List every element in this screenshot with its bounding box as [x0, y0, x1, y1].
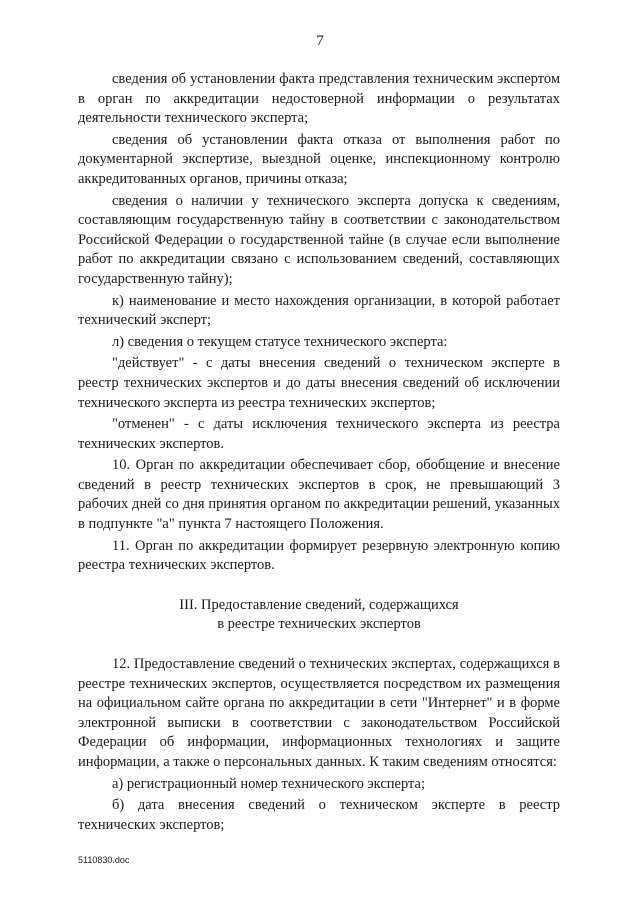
section-heading [78, 596, 560, 635]
paragraph: б) дата внесения сведений о техническом эксперте в реестр технических экспертов; [78, 797, 560, 833]
paragraph: 12. Предоставление сведений о технических экспертах, содержащихся в реестре технических экспертов, осуществляется посредством их размещения на официальном сайте органа по аккредитации в сети "Интернет" и в форме электронной выписки в соответствии с законодательством Российской Федерации об информации, информационных технологиях и защите информации, а также о персональных данных. К таким сведениям относятся: [78, 656, 560, 770]
paragraph: 10. Орган по аккредитации обеспечивает сбор, обобщение и внесение сведений в реестр технических экспертов в срок, не превышающий 3 рабочих дней со дня принятия органом по аккредитации решений, указанных в подпункте "а" пункта 7 настоящего Положения. [78, 457, 560, 533]
paragraph: 11. Орган по аккредитации формирует резервную электронную копию реестра технических экспертов. [78, 537, 560, 574]
footer-filename: 5110830.doc [78, 855, 130, 865]
document-body [78, 70, 560, 837]
paragraph: "отменен" - с даты исключения технического эксперта из реестра технических экспертов. [78, 416, 560, 452]
paragraph: л) сведения о текущем статусе технического эксперта: [112, 333, 448, 350]
section-heading-line: III. Предоставление сведений, содержащихся [179, 596, 459, 613]
paragraph: сведения о наличии у технического эксперта допуска к сведениям, составляющим государственную тайну в соответствии с законодательством Российской Федерации о государственной тайне (в случае если выполнение работ по аккредитации связано с использованием сведений, составляющих государственную тайну); [78, 192, 560, 287]
paragraph: а) регистрационный номер технического эксперта; [112, 775, 426, 792]
section-heading-line: в реестре технических экспертов [217, 616, 421, 633]
paragraph: "действует" - с даты внесения сведений о техническом эксперте в реестр технических экспертов и до даты внесения сведений об исключении технического эксперта из реестра технических экспертов; [78, 355, 560, 411]
paragraph: к) наименование и место нахождения организации, в которой работает технический эксперт; [78, 292, 560, 329]
page-number: 7 [316, 33, 324, 49]
paragraph: сведения об установлении факта отказа от выполнения работ по документарной экспертизе, выездной оценке, инспекционному контролю аккредитованных органов, причины отказа; [78, 131, 560, 187]
paragraph: сведения об установлении факта представления техническим экспертом в орган по аккредитации недостоверной информации о результатах деятельности технического эксперта; [78, 71, 560, 127]
